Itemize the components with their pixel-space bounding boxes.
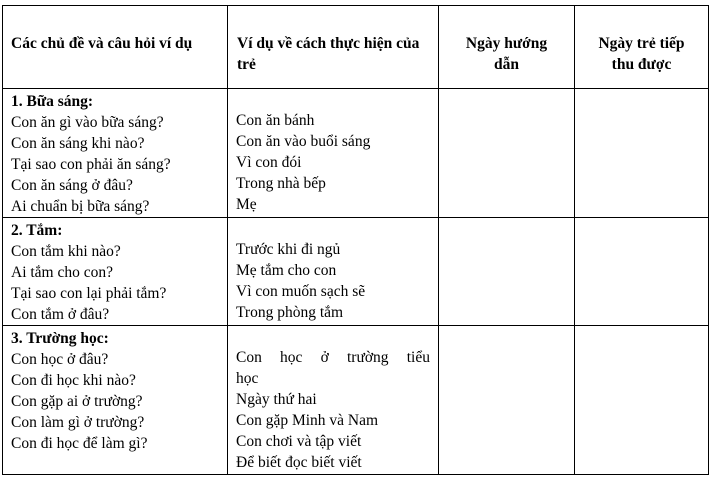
section-breakfast-acquired-date (575, 89, 709, 218)
question: Con ăn sáng khi nào? (11, 135, 145, 152)
section-bath-guide-date (439, 218, 575, 326)
question: Con đi học để làm gì? (11, 435, 148, 452)
answer: Ngày thứ hai (236, 391, 317, 408)
question: Tại sao con phải ăn sáng? (11, 156, 171, 173)
section-title: 1. Bữa sáng: (11, 93, 94, 110)
answer: Vì con đói (236, 154, 302, 171)
question: Con gặp ai ở trường? (11, 393, 143, 410)
answer: Con ăn bánh (236, 112, 315, 129)
header-guide-date (439, 6, 575, 89)
answer: Mẹ tắm cho con (236, 262, 337, 279)
section-breakfast-questions (3, 89, 228, 218)
question: Con tắm ở đâu? (11, 306, 110, 323)
section-breakfast-answers (228, 89, 439, 218)
answer: Vì con muốn sạch sẽ (236, 283, 366, 300)
question: Ai chuẩn bị bữa sáng? (11, 198, 150, 215)
answer: Con học ở trường tiểu (236, 349, 430, 366)
question: Con làm gì ở trường? (11, 414, 145, 431)
header-row (3, 6, 709, 89)
header-guide-date-text: Ngày hướng dẫn (465, 35, 548, 73)
answer: Con chơi và tập viết (236, 433, 362, 450)
header-topics-text: Các chủ đề và câu hỏi ví dụ (11, 35, 193, 52)
section-breakfast-row (3, 89, 709, 218)
answer: Để biết đọc biết viết (236, 454, 362, 471)
section-school-questions (3, 326, 228, 475)
header-topics (3, 6, 228, 89)
section-title: 2. Tắm: (11, 222, 63, 239)
answer: Trong nhà bếp (236, 175, 326, 192)
section-school-row (3, 326, 709, 475)
section-bath-row (3, 218, 709, 326)
question: Tại sao con lại phải tắm? (11, 285, 167, 302)
activity-table (2, 5, 709, 475)
answer: Con gặp Minh và Nam (236, 412, 379, 429)
question: Ai tắm cho con? (11, 264, 114, 281)
answer: học (236, 370, 259, 387)
question: Con ăn sáng ở đâu? (11, 177, 133, 194)
section-breakfast-guide-date (439, 89, 575, 218)
section-school-answers (228, 326, 439, 475)
question: Con học ở đâu? (11, 351, 109, 368)
section-title: 3. Trường học: (11, 330, 109, 347)
question: Con ăn gì vào bữa sáng? (11, 114, 164, 131)
answer: Trước khi đi ngủ (236, 241, 341, 258)
header-examples (228, 6, 439, 89)
answer: Con ăn vào buổi sáng (236, 133, 371, 150)
header-examples-text: Ví dụ về cách thực hiện của trẻ (237, 35, 420, 73)
section-school-guide-date (439, 326, 575, 475)
answer: Trong phòng tắm (236, 304, 344, 321)
section-school-acquired-date (575, 326, 709, 475)
question: Con đi học khi nào? (11, 372, 136, 389)
header-acquired-date (575, 6, 709, 89)
header-acquired-date-text: Ngày trẻ tiếp thu được (598, 35, 685, 73)
question: Con tắm khi nào? (11, 243, 121, 260)
section-bath-acquired-date (575, 218, 709, 326)
section-bath-answers (228, 218, 439, 326)
answer: Mẹ (236, 196, 257, 213)
section-bath-questions (3, 218, 228, 326)
